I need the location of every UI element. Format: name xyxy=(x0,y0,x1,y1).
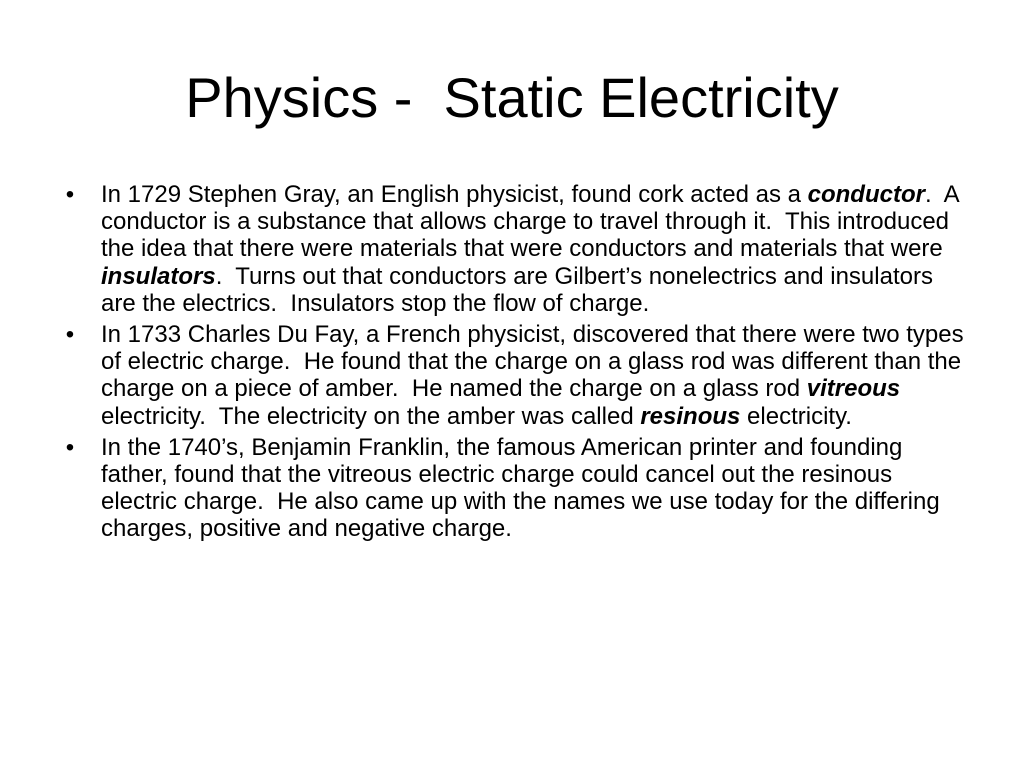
bullet-text: In the 1740’s, Benjamin Franklin, the famous American printer and founding father, found that the vitreous electric charge could cancel out the resinous electric charge. He also came up with the names we use today for the differing charges, positive and negative charge. xyxy=(101,433,947,543)
bullet-text: electricity. The electricity on the amber was called xyxy=(101,375,907,430)
bullet-text: . A conductor is a substance that allows charge to travel through it. This introduced the idea that there were materials that were conductors and materials that were xyxy=(101,181,966,263)
bullet-icon: • xyxy=(65,433,75,461)
slide-title: Physics - Static Electricity xyxy=(185,66,839,129)
bullet-text: electricity. xyxy=(740,402,852,430)
term-conductor: conductor xyxy=(807,181,925,208)
bullet-item-dufay xyxy=(60,321,970,430)
term-insulators: insulators xyxy=(101,262,216,290)
bullet-icon: • xyxy=(65,321,75,349)
bullet-icon: • xyxy=(65,181,75,208)
bullet-item-franklin xyxy=(60,434,970,543)
bullet-text: . Turns out that conductors are Gilbert’s nonelectrics and insulators are the electrics. Insulators stop the flow of charge. xyxy=(101,262,940,317)
term-resinous: resinous xyxy=(640,402,741,430)
bullet-text: In 1733 Charles Du Fay, a French physicist, discovered that there were two types of electric charge. He found that the charge on a glass rod was different than the charge on a piece of amber. He named the charge on a glass rod xyxy=(101,321,971,403)
bullet-item-gray xyxy=(60,181,970,317)
bullet-text: In 1729 Stephen Gray, an English physicist, found cork acted as a xyxy=(101,181,808,208)
bullet-list xyxy=(60,181,970,547)
term-vitreous: vitreous xyxy=(806,375,901,403)
